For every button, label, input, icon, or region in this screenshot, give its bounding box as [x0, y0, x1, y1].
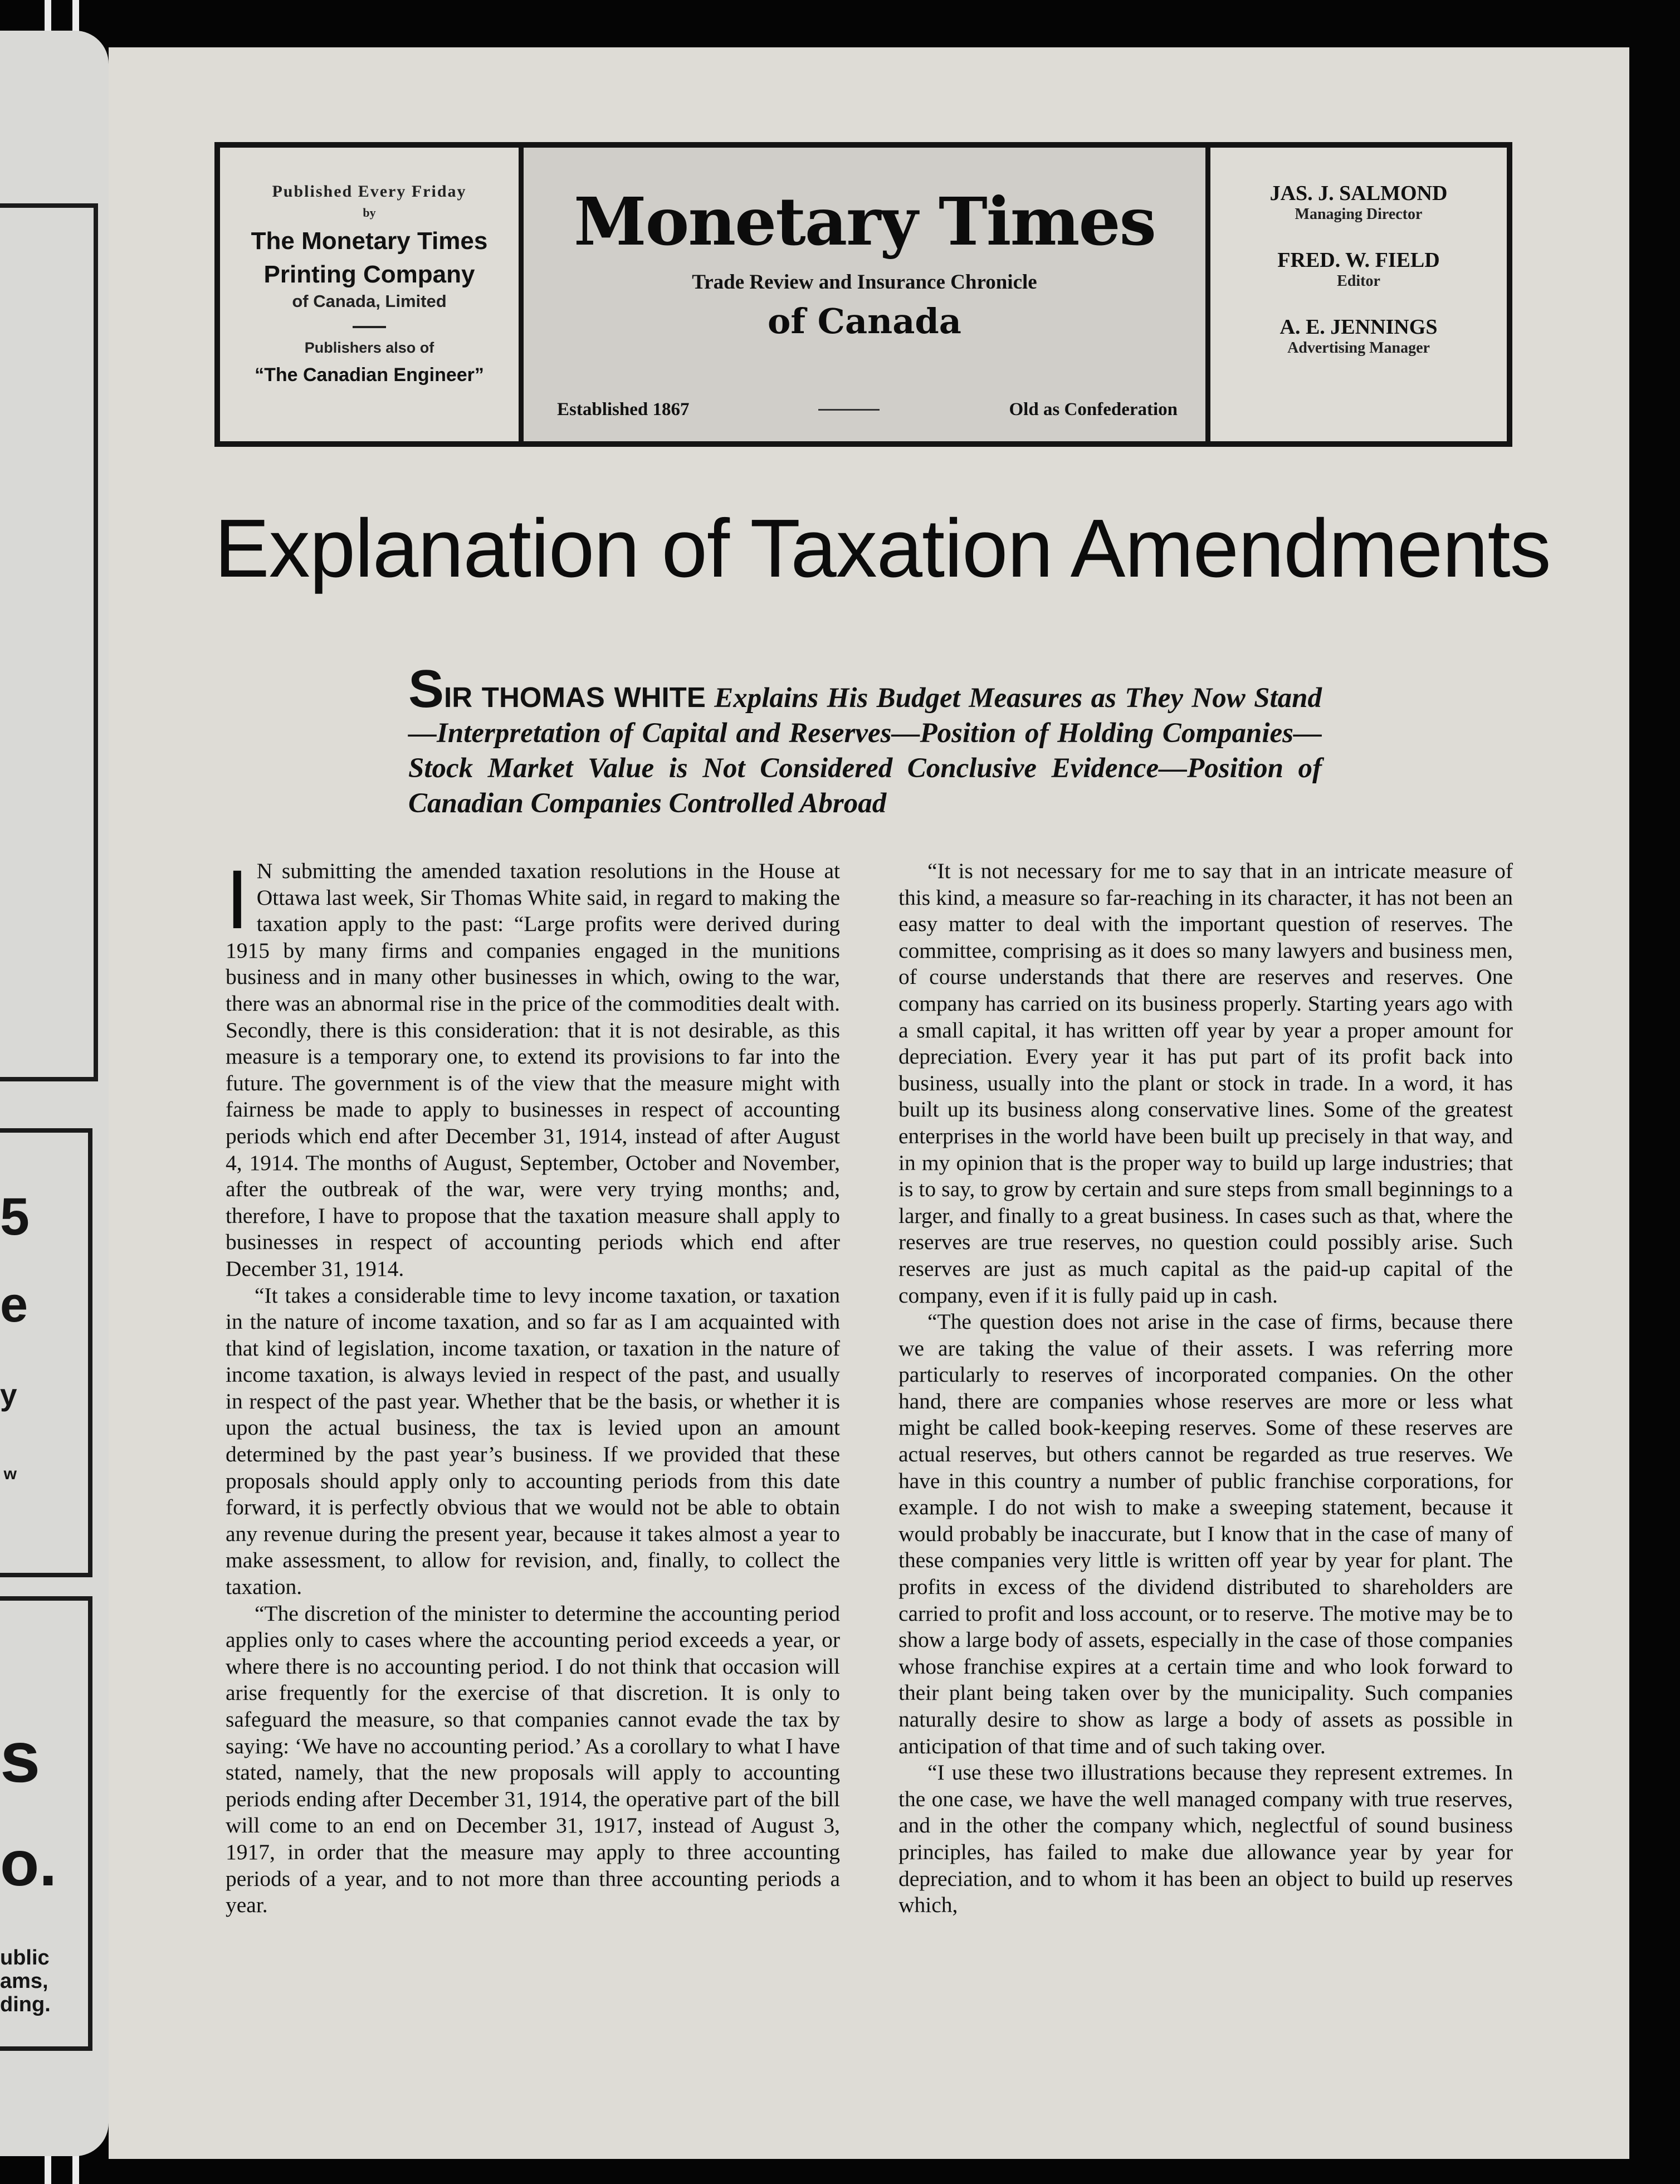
publisher-by: by	[363, 206, 376, 220]
film-mark	[45, 0, 51, 35]
publication-subtitle: Trade Review and Insurance Chronicle	[692, 271, 1037, 294]
article-deck	[408, 659, 1322, 821]
staff-panel	[1210, 148, 1507, 441]
publisher-name-line: The Monetary Times	[251, 227, 488, 255]
staff-role: Editor	[1337, 272, 1380, 290]
established-date: Established 1867	[557, 399, 690, 420]
drop-cap: I	[226, 852, 249, 946]
masthead	[214, 142, 1512, 447]
adjacent-fragment: 5	[0, 1187, 30, 1246]
paragraph: “The question does not arise in the case of firms, because there we are taking the value of their assets. I was referring more particularly to reserves of incorporated companies. On the other hand, there are companies whose reserves are more or less what might be called book-keeping reserves. Some of these reserves are actual reserves, but others cannot be regarded as true reserves. We have in this country a number of public franchise corporations, for example. I do not wish to make a sweeping statement, because it would probably be inaccurate, but I know that in the case of many of these companies very little is written off year by year for plant. The profits in excess of the dividend distributed to shareholders are carried to profit and loss account, or to reserve. The motive may be to show a large body of assets, especially in the case of those companies whose franchise expires at a certain time and who look forward to their plant being taken over by the municipality. Such companies naturally desire to show as large a body of assets as possible in anticipation of that time and of such taking over.	[898, 1309, 1513, 1758]
divider	[818, 409, 880, 411]
staff-name: JAS. J. SALMOND	[1269, 182, 1448, 205]
adjacent-fragment: o.	[0, 1828, 57, 1899]
article-column-left	[226, 852, 840, 1919]
publisher-name-line: Printing Company	[263, 261, 475, 288]
adjacent-fragment: ams,	[0, 1970, 48, 1993]
publisher-name	[220, 225, 519, 291]
deck-text: Explains His Budget Measures as They Now Stand—Interpretation of Capital and Reserves—Position of Holding Companies—Stock Market Value is Not Considered Conclusive Evidence—Position of Canadian Companies Controlled Abroad	[408, 682, 1322, 819]
article-column-right	[898, 858, 1513, 1919]
paragraph: “It is not necessary for me to say that in an intricate measure of this kind, a measure so far-reaching in its character, it has not been an easy matter to deal with the important question of reserves. The committee, comprising as it does so many lawyers and business men, of course understands that there are reserves and reserves. One company has carried on its business properly. Starting years ago with a small capital, it has written off year by year a proper amount for depreciation. Every year it has put part of its profit back into business, usually into the plant or stock in trade. In a word, it has built up its business along conservative lines. Some of the greatest enterprises in the world have been built up precisely in that way, and in my opinion that is the proper way to build up large industries; that is to say, to grow by certain and sure steps from small beginnings to a larger, and finally to a great business. In cases such as that, where the reserves are true reserves, no question could possibly arise. Such reserves are just as much capital as the paid-up capital of the company, even if it is fully paid up in cash.	[898, 859, 1513, 1308]
divider	[353, 326, 386, 328]
paragraph: “It takes a considerable time to levy income taxation, or taxation in the nature of income taxation, and so far as I am acquainted with that kind of legislation, income taxation, or taxation in the nature of income taxation, is always levied in respect of the past, and usually in respect of the past year. Whether that be the basis, or whether it is upon the actual business, the tax is levied upon an amount determined by the past year’s business. If we provided that these proposals should apply only to accounting periods from this date forward, it is perfectly obvious that we would not be able to obtain any revenue during the present year, because it takes almost a year to make assessment, to allow for revision, and, finally, to collect the taxation.	[226, 1283, 840, 1600]
paragraph: “I use these two illustrations because they represent extremes. In the one case, we have the well managed company with true reserves, and in the other the company which, neglectful of sound business principles, has failed to make due allowance year by year for depreciation, and to whom it has been an object to build up reserves which,	[898, 1760, 1513, 1918]
adjacent-fragment: y	[0, 1377, 17, 1412]
publisher-panel	[220, 148, 524, 441]
adjacent-fragment: e	[0, 1277, 28, 1333]
publication-title: Monetary Times	[574, 183, 1155, 260]
adjacent-fragment: ublic	[0, 1946, 50, 1970]
staff-role: Advertising Manager	[1287, 339, 1430, 357]
paragraph: N submitting the amended taxation resolutions in the House at Ottawa last week, Sir Thomas White said, in regard to making the taxation apply to the past: “Large profits were derived during 1915 by many firms and companies engaged in the munitions business and in many other businesses in which, owing to the war, there was an abnormal rise in the price of the commodities dealt with. Secondly, there is this consideration: that it is not desirable, as this measure is a temporary one, to extend its provisions to far into the future. The government is of the view that the measure might with fairness be made to apply to businesses in respect of accounting periods which end after December 31, 1914, instead of after August 4, 1914. The months of August, September, October and November, after the outbreak of the war, were very trying months; and, therefore, I have to propose that the taxation measure shall apply to businesses in respect of accounting periods which end after December 31, 1914.	[226, 859, 840, 1281]
adjacent-box	[0, 203, 98, 1081]
film-mark	[72, 0, 79, 35]
staff-name: A. E. JENNINGS	[1279, 315, 1438, 339]
staff-name: FRED. W. FIELD	[1277, 248, 1440, 272]
paragraph: “The discretion of the minister to determine the accounting period applies only to cases where the accounting period exceeds a year, or where there is no accounting period. I do not think that occasion will arise frequently for the exercise of that discretion. It is only to safeguard the measure, so that companies cannot evade the tax by saying: ‘We have no accounting period.’ As a corollary to what I have stated, namely, that the new proposals will apply to accounting periods ending after December 31, 1914, the operative part of the bill will come to an end on December 31, 1917, instead of August 3, 1917, in order that the measure may apply to three accounting periods of a year, and to not more than three accounting periods a year.	[226, 1601, 840, 1918]
adjacent-fragment: w	[3, 1465, 17, 1483]
adjacent-fragment: s	[0, 1716, 41, 1797]
title-footer	[557, 399, 1178, 420]
article-headline: Explanation of Taxation Amendments	[214, 503, 1551, 594]
deck-lead	[408, 659, 706, 719]
publication-of-canada: of Canada	[768, 301, 961, 342]
publication-frequency: Published Every Friday	[272, 182, 467, 201]
magazine-page	[109, 47, 1629, 2159]
title-panel	[524, 148, 1210, 441]
deck-initial: S	[408, 659, 445, 719]
publishers-also-label: Publishers also of	[304, 339, 434, 356]
motto: Old as Confederation	[1009, 399, 1178, 420]
adjacent-fragment: ding.	[0, 1993, 51, 2016]
deck-lead-text: IR THOMAS WHITE	[444, 681, 706, 713]
publisher-name-line: of Canada, Limited	[292, 291, 447, 311]
adjacent-page	[0, 31, 109, 2156]
other-publication: “The Canadian Engineer”	[255, 364, 484, 386]
staff-role: Managing Director	[1295, 206, 1423, 223]
